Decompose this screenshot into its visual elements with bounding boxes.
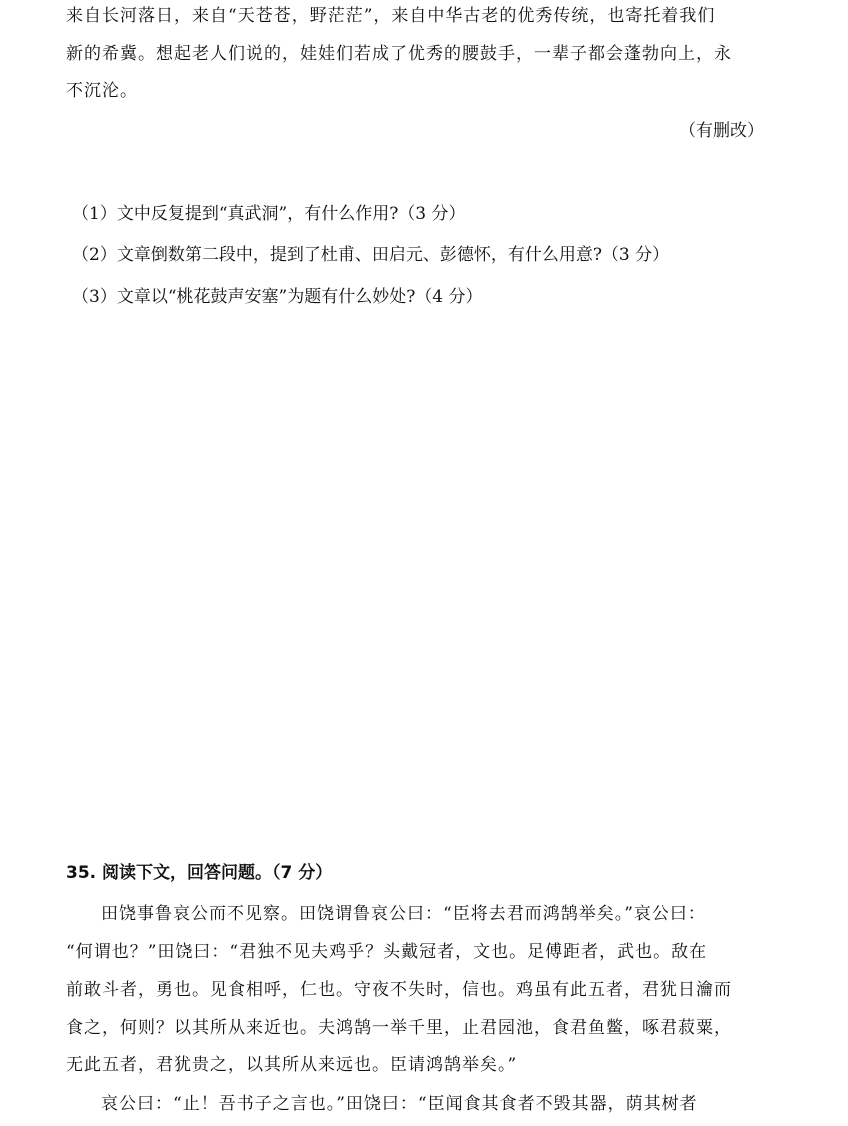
question-item: （1）文中反复提到“真武洞”，有什么作用?（3 分） — [72, 204, 466, 224]
classical-text-line: 前敢斗者，勇也。见食相呼，仁也。守夜不失时，信也。鸡虽有此五者，君犹日瀹而 — [66, 980, 732, 1000]
classical-text-line: “何谓也？”田饶曰：“君独不见夫鸡乎？头戴冠者，文也。足傅距者，武也。敌在 — [66, 942, 708, 962]
classical-text-line: 哀公曰：“止！吾书子之言也。”田饶曰：“臣闻食其食者不毁其器，荫其树者 — [101, 1094, 698, 1114]
classical-text-line: 无此五者，君犹贵之，以其所从来远也。臣请鸿鹄举矣。” — [66, 1055, 518, 1075]
classical-text-line: 食之，何则？以其所从来近也。夫鸿鹄一举千里，止君园池，食君鱼鳖，啄君菽粟， — [66, 1018, 732, 1038]
source-note: （有删改） — [679, 121, 764, 141]
passage-line: 新的希冀。想起老人们说的，娃娃们若成了优秀的腰鼓手，一辈子都会蓬勃向上，永 — [66, 44, 732, 64]
passage-line: 不沉沦。 — [66, 81, 138, 101]
classical-text-line: 田饶事鲁哀公而不见察。田饶谓鲁哀公曰：“臣将去君而鸿鹄举矣。”哀公曰： — [101, 904, 706, 924]
passage-line: 来自长河落日，来自“天苍苍，野茫茫”，来自中华古老的优秀传统，也寄托着我们 — [66, 6, 716, 26]
question-item: （3）文章以“桃花鼓声安塞”为题有什么妙处?（4 分） — [72, 287, 483, 307]
section-heading: 35. 阅读下文，回答问题。（7 分） — [66, 863, 333, 883]
question-item: （2）文章倒数第二段中，提到了杜甫、田启元、彭德怀，有什么用意?（3 分） — [72, 245, 670, 265]
